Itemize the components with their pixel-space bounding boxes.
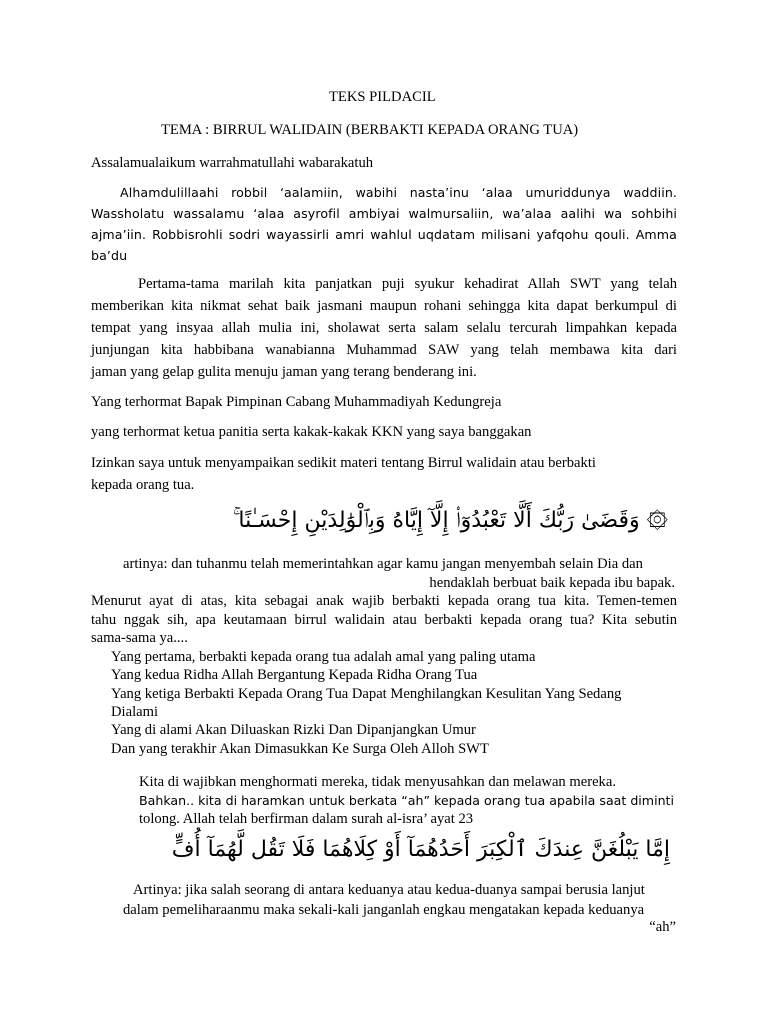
artinya1-line-2: hendaklah berbuat baik kepada ibu bapak. [429, 575, 675, 591]
intro-line-1: Izinkan saya untuk menyampaikan sedikit materi tentang Birrul walidain atau berbakti [91, 455, 596, 471]
greeting-pimpinan: Yang terhormat Bapak Pimpinan Cabang Muhammadiyah Kedungreja [91, 394, 502, 410]
doc-title: TEKS PILDACIL [329, 89, 436, 105]
para1-line-5: jaman yang gelap gulita menuju jaman yang terang benderang ini. [91, 364, 477, 380]
para1-line-2: memberikan kita nikmat sehat baik jasmani maupun rohani sehingga kita dapat berkumpul di [91, 298, 677, 314]
opening-line-1: Alhamdulillaahi robbil ‘aalamiin, wabihi nasta’inu ‘alaa umuriddunya waddiin. [120, 185, 677, 200]
opening-line-4: ba’du [91, 248, 128, 263]
opening-line-3: ajma’iin. Robbisrohli sodri wayassirli amri wahlul uqdatam milisani yafqohu qouli. Amma [91, 227, 677, 242]
artinya2-line-3: “ah” [649, 919, 676, 935]
keutamaan-item-2: Yang kedua Ridha Allah Bergantung Kepada Ridha Orang Tua [111, 667, 478, 683]
artinya2-line-1: Artinya: jika salah seorang di antara keduanya atau kedua-duanya sampai berusia lanjut [133, 882, 645, 898]
salam-line: Assalamualaikum warrahmatullahi wabarakatuh [91, 155, 374, 171]
keutamaan-item-3: Yang ketiga Berbakti Kepada Orang Tua Dapat Menghilangkan Kesulitan Yang Sedang [111, 686, 622, 702]
intro-line-2: kepada orang tua. [91, 477, 195, 493]
artinya2-line-2: dalam pemeliharaanmu maka sekali-kali janganlah engkau mengatakan kepada keduanya [123, 902, 645, 918]
menurut-line-2: tahu nggak sih, apa keutamaan birrul walidain atau berbakti kepada orang tua? Kita sebutin [91, 612, 677, 628]
keutamaan-item-5: Dan yang terakhir Akan Dimasukkan Ke Surga Oleh Alloh SWT [111, 741, 489, 757]
greeting-panitia: yang terhormat ketua panitia serta kakak-kakak KKN yang saya banggakan [91, 424, 532, 440]
quran-verse-isra-23b: إِمَّا يَبْلُغَنَّ عِندَكَ ٱلْكِبَرَ أَحَدُهُمَآ أَوْ كِلَاهُمَا فَلَا تَقُل لَّهُمَآ أُفٍّ [171, 837, 670, 862]
artinya1-line-1: artinya: dan tuhanmu telah memerintahkan agar kamu jangan menyembah selain Dia dan [123, 556, 643, 572]
wajib-line-2: Bahkan.. kita di haramkan untuk berkata “ah” kepada orang tua apabila saat diminti [139, 793, 674, 808]
menurut-line-3: sama-sama ya.... [91, 630, 188, 646]
quran-verse-isra-23a: ۞ وَقَضَىٰ رَبُّكَ أَلَّا تَعْبُدُوٓا۟ إِلَّآ إِيَّاهُ وَبِٱلْوَٰلِدَيْنِ إِحْسَـٰنًا ۚ [232, 508, 668, 533]
keutamaan-item-1: Yang pertama, berbakti kepada orang tua adalah amal yang paling utama [111, 649, 536, 665]
opening-line-2: Wassholatu wassalamu ‘alaa asyrofil ambiyai walmursaliin, wa’alaa aalihi wa sohbihi [91, 206, 677, 221]
doc-theme: TEMA : BIRRUL WALIDAIN (BERBAKTI KEPADA ORANG TUA) [161, 122, 579, 138]
keutamaan-item-4: Yang di alami Akan Diluaskan Rizki Dan Dipanjangkan Umur [111, 722, 476, 738]
wajib-line-1: Kita di wajibkan menghormati mereka, tidak menyusahkan dan melawan mereka. [139, 774, 616, 790]
wajib-line-3: tolong. Allah telah berfirman dalam surah al-isra’ ayat 23 [139, 811, 474, 827]
menurut-line-1: Menurut ayat di atas, kita sebagai anak wajib berbakti kepada orang tua kita. Temen-temen [91, 593, 677, 609]
para1-line-4: junjungan kita habbibana wanabianna Muhammad SAW yang telah membawa kita dari [91, 342, 677, 358]
para1-line-1: Pertama-tama marilah kita panjatkan puji syukur kehadirat Allah SWT yang telah [138, 276, 677, 292]
keutamaan-item-3-cont: Dialami [111, 704, 159, 720]
para1-line-3: tempat yang insyaa allah mulia ini, sholawat serta salam selalu tercurah limpahkan kepada [91, 320, 677, 336]
